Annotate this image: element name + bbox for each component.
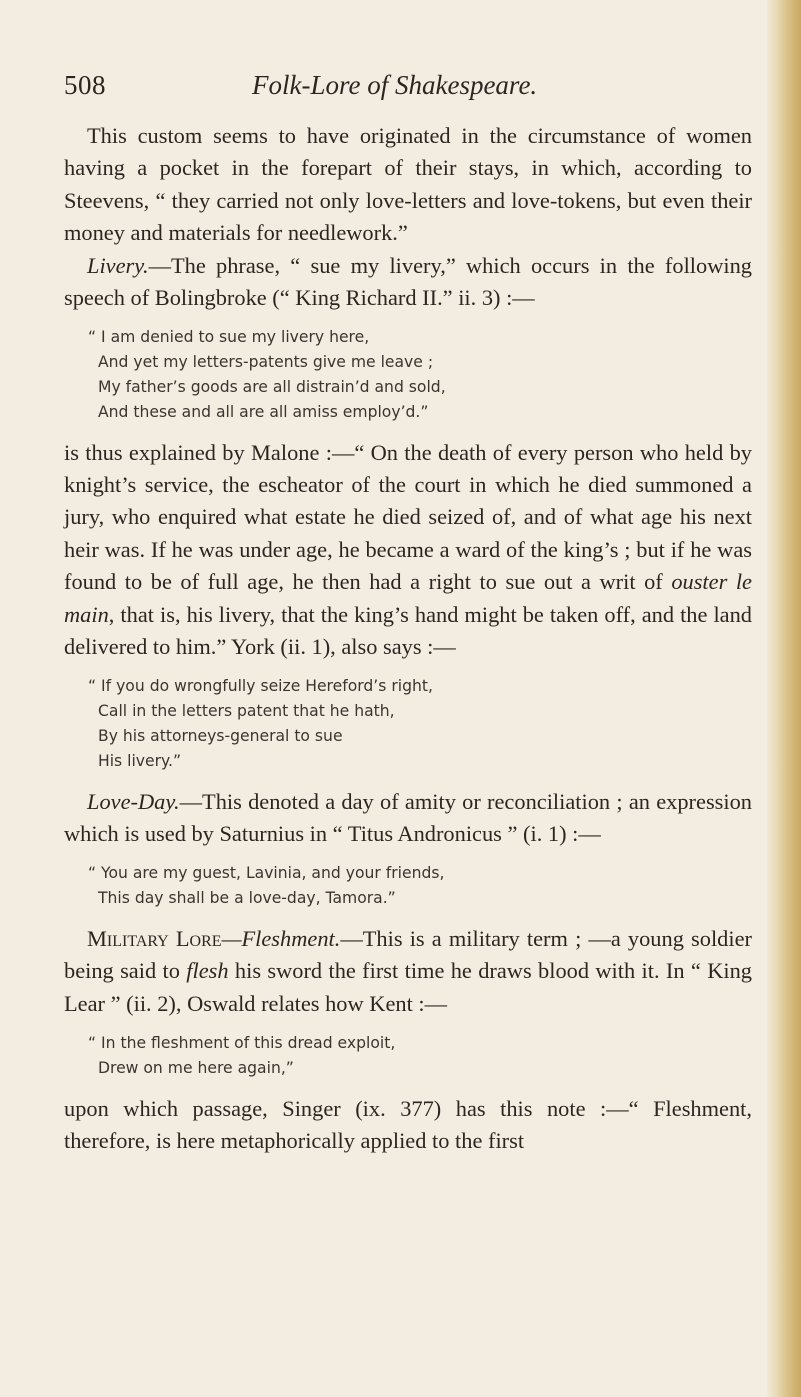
- quote-line: “ In the fleshment of this dread exploit,: [88, 1034, 396, 1053]
- paragraph-love-day: [64, 786, 752, 851]
- paragraph-malone-a: is thus explained by Malone :—“ On the death of every person who held by knight’s service, the escheator of the court in which he died summoned a jury, who enquired what estate he died seized of, and of what age his next heir was. If he was under age, he became a ward of the king’s ; but if he was found to be of full age, he then had a right to sue out a writ of: [64, 439, 752, 595]
- quote-line: This day shall be a love-day, Tamora.”: [98, 889, 396, 908]
- heading-military-lore: Military Lore: [87, 926, 222, 952]
- paragraph-military-b: his sword the first time he draws blood with it. In “ King Lear ” (ii. 2), Oswald relates how Kent :—: [64, 958, 752, 1016]
- paragraph-singer: upon which passage, Singer (ix. 377) has this note :—“ Fleshment, therefore, is here metaphorically applied to the first: [64, 1095, 752, 1154]
- page-edge: [767, 0, 801, 1397]
- paragraph-love-day-text: —This denoted a day of amity or reconciliation ; an expression which is used by Saturnius in “ Titus Andronicus ” (i. 1) :—: [64, 788, 752, 847]
- term-fleshment: —Fleshment.: [221, 926, 341, 952]
- paragraph-military-a: —This is a military term ; —a young soldier being said to: [64, 926, 752, 984]
- quote-line: And yet my letters-patents give me leave ;: [98, 353, 434, 372]
- running-title: Folk-Lore of Shakespeare.: [252, 70, 538, 100]
- running-head: [64, 70, 752, 110]
- term-ouster-le-main: ouster le main: [64, 569, 752, 627]
- quote-line: “ If you do wrongfully seize Hereford’s right,: [88, 677, 433, 696]
- paragraph-military-lore: [64, 923, 752, 1020]
- quote-saturnius: [88, 861, 752, 911]
- body-text: [64, 120, 752, 1158]
- quote-line: My father’s goods are all distrain’d and sold,: [98, 378, 446, 397]
- quote-line: “ You are my guest, Lavinia, and your friends,: [88, 864, 445, 883]
- quote-line: By his attorneys-general to sue: [98, 727, 343, 746]
- term-livery: Livery.: [87, 252, 149, 278]
- quote-oswald: [88, 1031, 752, 1081]
- quote-line: “ I am denied to sue my livery here,: [88, 328, 370, 347]
- quote-line: His livery.”: [98, 751, 182, 770]
- paragraph-custom: This custom seems to have originated in the circumstance of women having a pocket in the forepart of their stays, in which, according to Steevens, “ they carried not only love-letters and love-tokens, but even their money and materials for needlework.”: [64, 123, 752, 246]
- term-love-day: Love-Day.: [87, 788, 180, 814]
- paragraph-malone: [64, 437, 752, 664]
- quote-york: [88, 674, 752, 773]
- quote-line: And these and all are all amiss employ’d.”: [98, 402, 429, 421]
- term-flesh: flesh: [186, 958, 229, 984]
- quote-line: Drew on me here again,”: [98, 1059, 294, 1078]
- page-number: 508: [64, 70, 106, 100]
- quote-line: Call in the letters patent that he hath,: [98, 702, 395, 721]
- paragraph-livery: [64, 250, 752, 315]
- paragraph-livery-text: —The phrase, “ sue my livery,” which occurs in the following speech of Bolingbroke (“ King Richard II.” ii. 3) :—: [64, 252, 752, 311]
- paragraph-malone-b: , that is, his livery, that the king’s hand might be taken off, and the land delivered to him.” York (ii. 1), also says :—: [64, 601, 752, 660]
- quote-bolingbroke: [88, 325, 752, 424]
